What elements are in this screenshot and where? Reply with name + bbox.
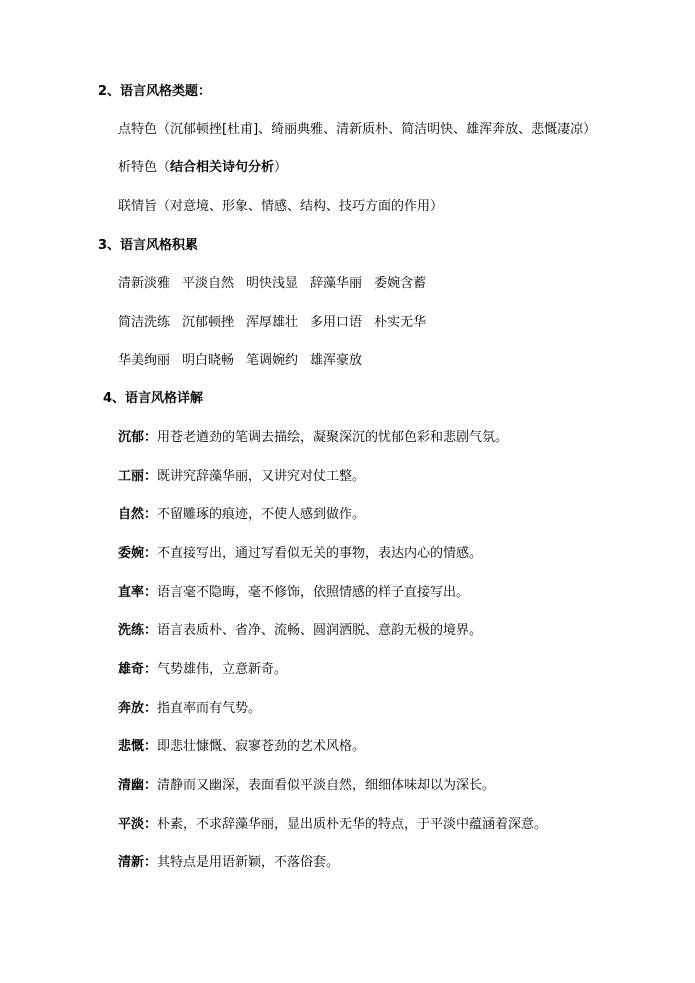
definition-term: 自然： [118,507,158,522]
definition-row [118,623,482,639]
definition-text: 不直接写出，通过写看似无关的事物，表达内心的情感。 [157,546,483,561]
definition-row [118,469,365,485]
definition-row [118,778,495,794]
section-4-title: 4、语言风格详解 [103,391,204,406]
style-term: 简洁洗练 [118,315,171,330]
style-row-1 [118,276,426,292]
style-row-2 [118,315,426,331]
definition-text: 不留雕琢的痕迹，不使人感到做作。 [157,507,366,522]
definition-term: 委婉： [118,546,158,561]
definition-term: 沉郁： [118,430,158,445]
style-term: 平淡自然 [182,276,235,291]
definition-row [118,855,339,871]
style-term: 多用口语 [310,315,363,330]
section-2-item-2-prefix: 析特色（ [118,160,171,175]
definition-row [118,701,261,717]
definition-row [118,817,547,833]
definition-text: 语言表质朴、省净、流畅、圆润洒脱、意韵无极的境界。 [157,623,483,638]
style-term: 雄浑豪放 [310,353,363,368]
definition-row [118,546,482,562]
definition-term: 工丽： [118,469,158,484]
style-term: 浑厚雄壮 [246,315,299,330]
definition-text: 语言毫不隐晦，毫不修饰，依照情感的样子直接写出。 [157,585,470,600]
definition-term: 清新： [118,855,158,870]
definition-text: 气势雄伟，立意新奇。 [157,662,288,677]
section-2-item-3: 联情旨（对意境、形象、情感、结构、技巧方面的作用） [118,199,444,214]
definition-text: 即悲壮慷慨、寂寥苍劲的艺术风格。 [157,739,366,754]
definition-term: 平淡： [118,817,158,832]
section-3-title: 3、语言风格积累 [98,238,199,253]
style-term: 辞藻华丽 [310,276,363,291]
definition-text: 朴素，不求辞藻华丽，显出质朴无华的特点，于平淡中蕴涵着深意。 [157,817,548,832]
definition-term: 清幽： [118,778,158,793]
style-term: 明快浅显 [246,276,299,291]
style-term: 笔调婉约 [246,353,299,368]
section-2-item-2 [118,160,287,176]
style-term: 清新淡雅 [118,276,171,291]
definition-term: 直率： [118,585,158,600]
section-2-item-2-bold: 结合相关诗句分析 [170,160,275,175]
style-row-3 [118,353,362,369]
style-term: 沉郁顿挫 [182,315,235,330]
definition-row [118,507,365,523]
definition-row [118,430,508,446]
style-term: 华美绚丽 [118,353,171,368]
section-2-title: 2、语言风格类题： [98,84,212,99]
style-term: 明白晓畅 [182,353,235,368]
definition-term: 悲慨： [118,739,158,754]
definition-row [118,739,365,755]
definition-row [118,585,469,601]
definition-text: 既讲究辞藻华丽，又讲究对仗工整。 [157,469,366,484]
style-term: 朴实无华 [374,315,427,330]
definition-term: 洗练： [118,623,158,638]
definition-text: 指直率而有气势。 [157,701,262,716]
section-2-item-2-suffix: ） [274,160,288,175]
definition-text: 其特点是用语新颖，不落俗套。 [157,855,340,870]
style-term: 委婉含蓄 [374,276,427,291]
definition-term: 奔放： [118,701,158,716]
definition-text: 用苍老遒劲的笔调去描绘，凝聚深沉的忧郁色彩和悲剧气氛。 [157,430,509,445]
definition-term: 雄奇： [118,662,158,677]
definition-row [118,662,287,678]
definition-text: 清静而又幽深，表面看似平淡自然，细细体味却以为深长。 [157,778,496,793]
section-2-item-1: 点特色（沉郁顿挫[杜甫]、绮丽典雅、清新质朴、简洁明快、雄浑奔放、悲慨凄凉） [118,122,597,137]
